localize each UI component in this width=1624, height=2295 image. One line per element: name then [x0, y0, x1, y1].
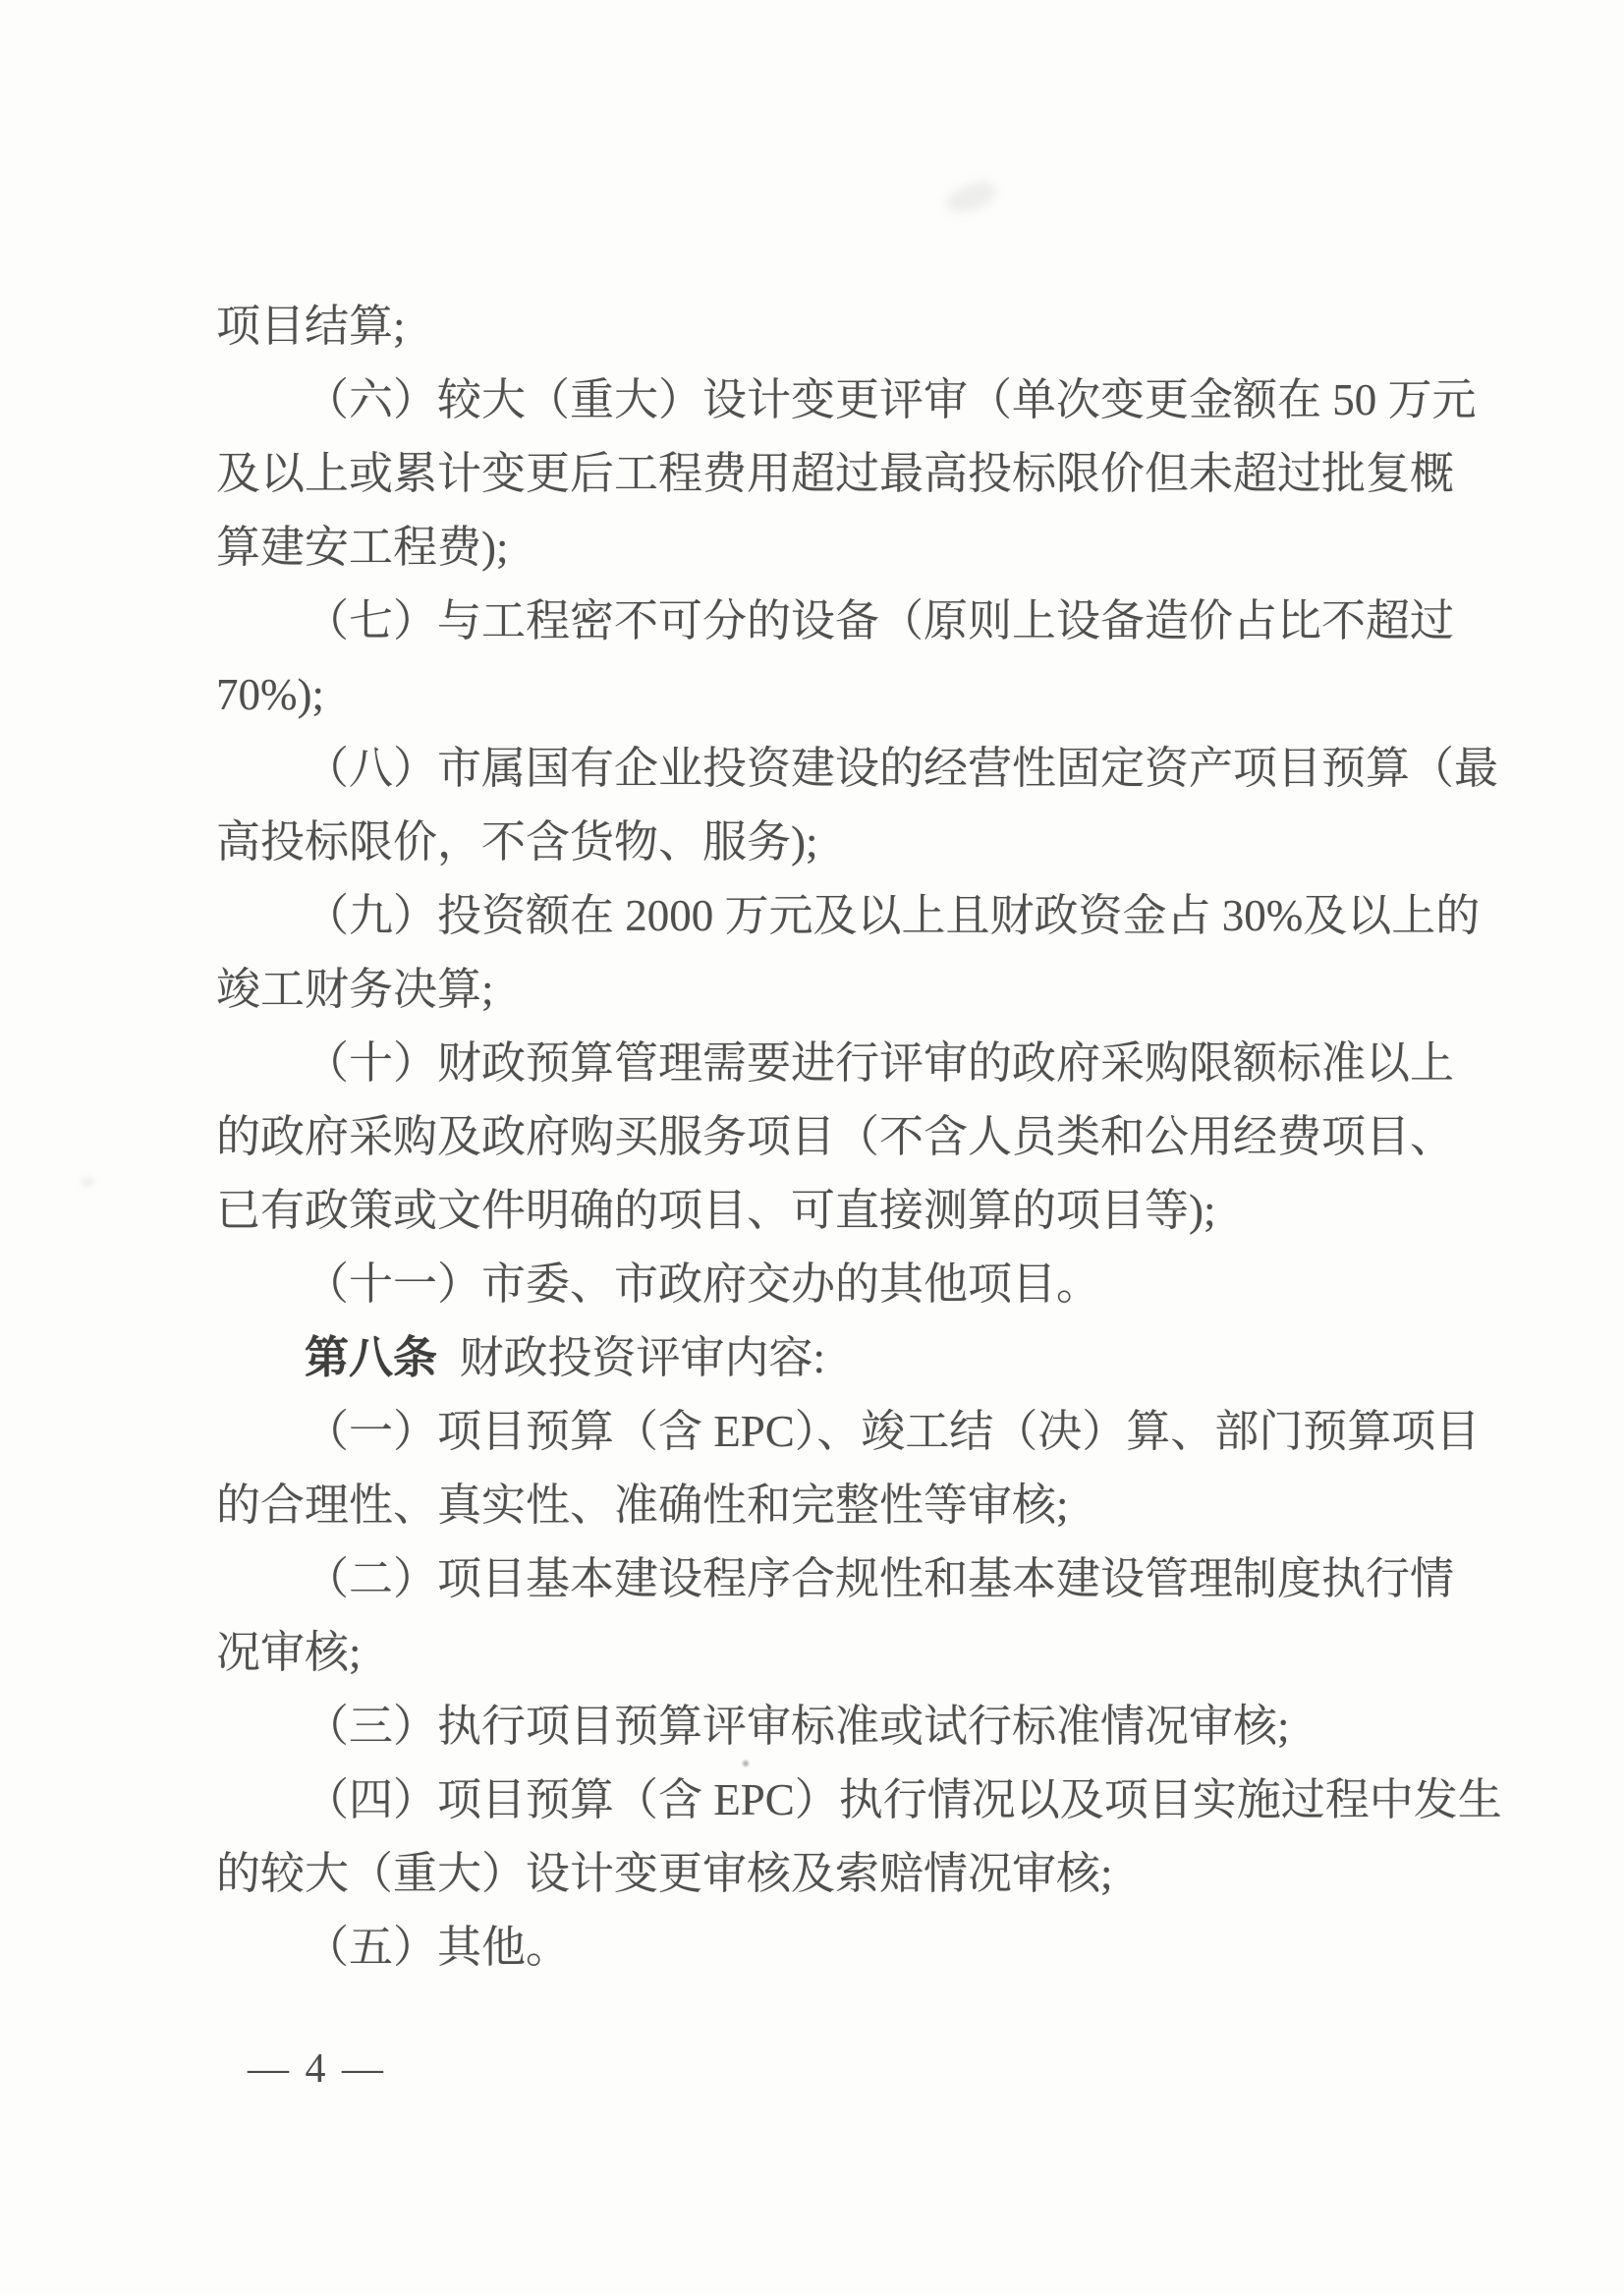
text-line [216, 1690, 1434, 1763]
document-body [216, 290, 1502, 1985]
text-line [216, 1542, 1455, 1616]
line-text: （八）市属国有企业投资建设的经营性固定资产项目预算（最 [305, 744, 1499, 793]
line-text: （六）较大（重大）设计变更评审（单次变更金额在 50 万元 [305, 375, 1477, 424]
line-text: 70%); [216, 670, 324, 719]
line-text: 况审核; [216, 1628, 362, 1677]
text-line [216, 511, 1434, 585]
text-line [216, 879, 1481, 953]
page-number: — 4 — [248, 2046, 386, 2092]
text-line [216, 290, 1434, 364]
line-text: 财政投资评审内容: [437, 1333, 826, 1382]
line-text: 项目结算; [216, 302, 406, 351]
text-line [216, 953, 1434, 1027]
line-text: （四）项目预算（含 EPC）执行情况以及项目实施过程中发生 [305, 1775, 1502, 1824]
text-line [216, 806, 1434, 879]
text-line [216, 1321, 1434, 1395]
line-text: 的合理性、真实性、准确性和完整性等审核; [216, 1481, 1069, 1530]
line-text: （一）项目预算（含 EPC）、竣工结（决）算、部门预算项目 [305, 1407, 1481, 1456]
line-text: 算建安工程费); [216, 523, 509, 572]
line-text: 的政府采购及政府购买服务项目（不含人员类和公用经费项目、 [216, 1112, 1455, 1161]
text-line [216, 1911, 1434, 1985]
line-text: （十）财政预算管理需要进行评审的政府采购限额标准以上 [305, 1038, 1455, 1088]
text-line [216, 1616, 1434, 1690]
text-line [216, 364, 1477, 437]
line-text: 竣工财务决算; [216, 965, 494, 1014]
line-text: （九）投资额在 2000 万元及以上且财政资金占 30%及以上的 [305, 891, 1481, 940]
text-line [216, 585, 1455, 658]
line-text: （十一）市委、市政府交办的其他项目。 [305, 1259, 1101, 1309]
line-text: （三）执行项目预算评审标准或试行标准情况审核; [305, 1702, 1290, 1751]
text-line [216, 1100, 1455, 1174]
text-line [216, 732, 1499, 806]
text-line [216, 1027, 1455, 1100]
text-line [216, 1248, 1434, 1321]
scan-smudge [81, 1177, 94, 1187]
text-line [216, 1469, 1434, 1542]
text-line [216, 658, 1434, 732]
line-text: 及以上或累计变更后工程费用超过最高投标限价但未超过批复概 [216, 449, 1455, 498]
scan-smudge [942, 178, 998, 218]
line-text: （五）其他。 [305, 1923, 571, 1972]
text-line [216, 437, 1455, 511]
line-text: 的较大（重大）设计变更审核及索赔情况审核; [216, 1849, 1113, 1898]
line-text: 已有政策或文件明确的项目、可直接测算的项目等); [216, 1186, 1216, 1235]
text-line [216, 1395, 1481, 1469]
text-line [216, 1174, 1434, 1248]
text-line [216, 1763, 1502, 1837]
line-text: （七）与工程密不可分的设备（原则上设备造价占比不超过 [305, 596, 1455, 645]
text-line [216, 1837, 1434, 1911]
article-heading: 第八条 [305, 1333, 438, 1382]
line-text: （二）项目基本建设程序合规性和基本建设管理制度执行情 [305, 1554, 1455, 1603]
line-text: 高投标限价，不含货物、服务); [216, 817, 818, 867]
